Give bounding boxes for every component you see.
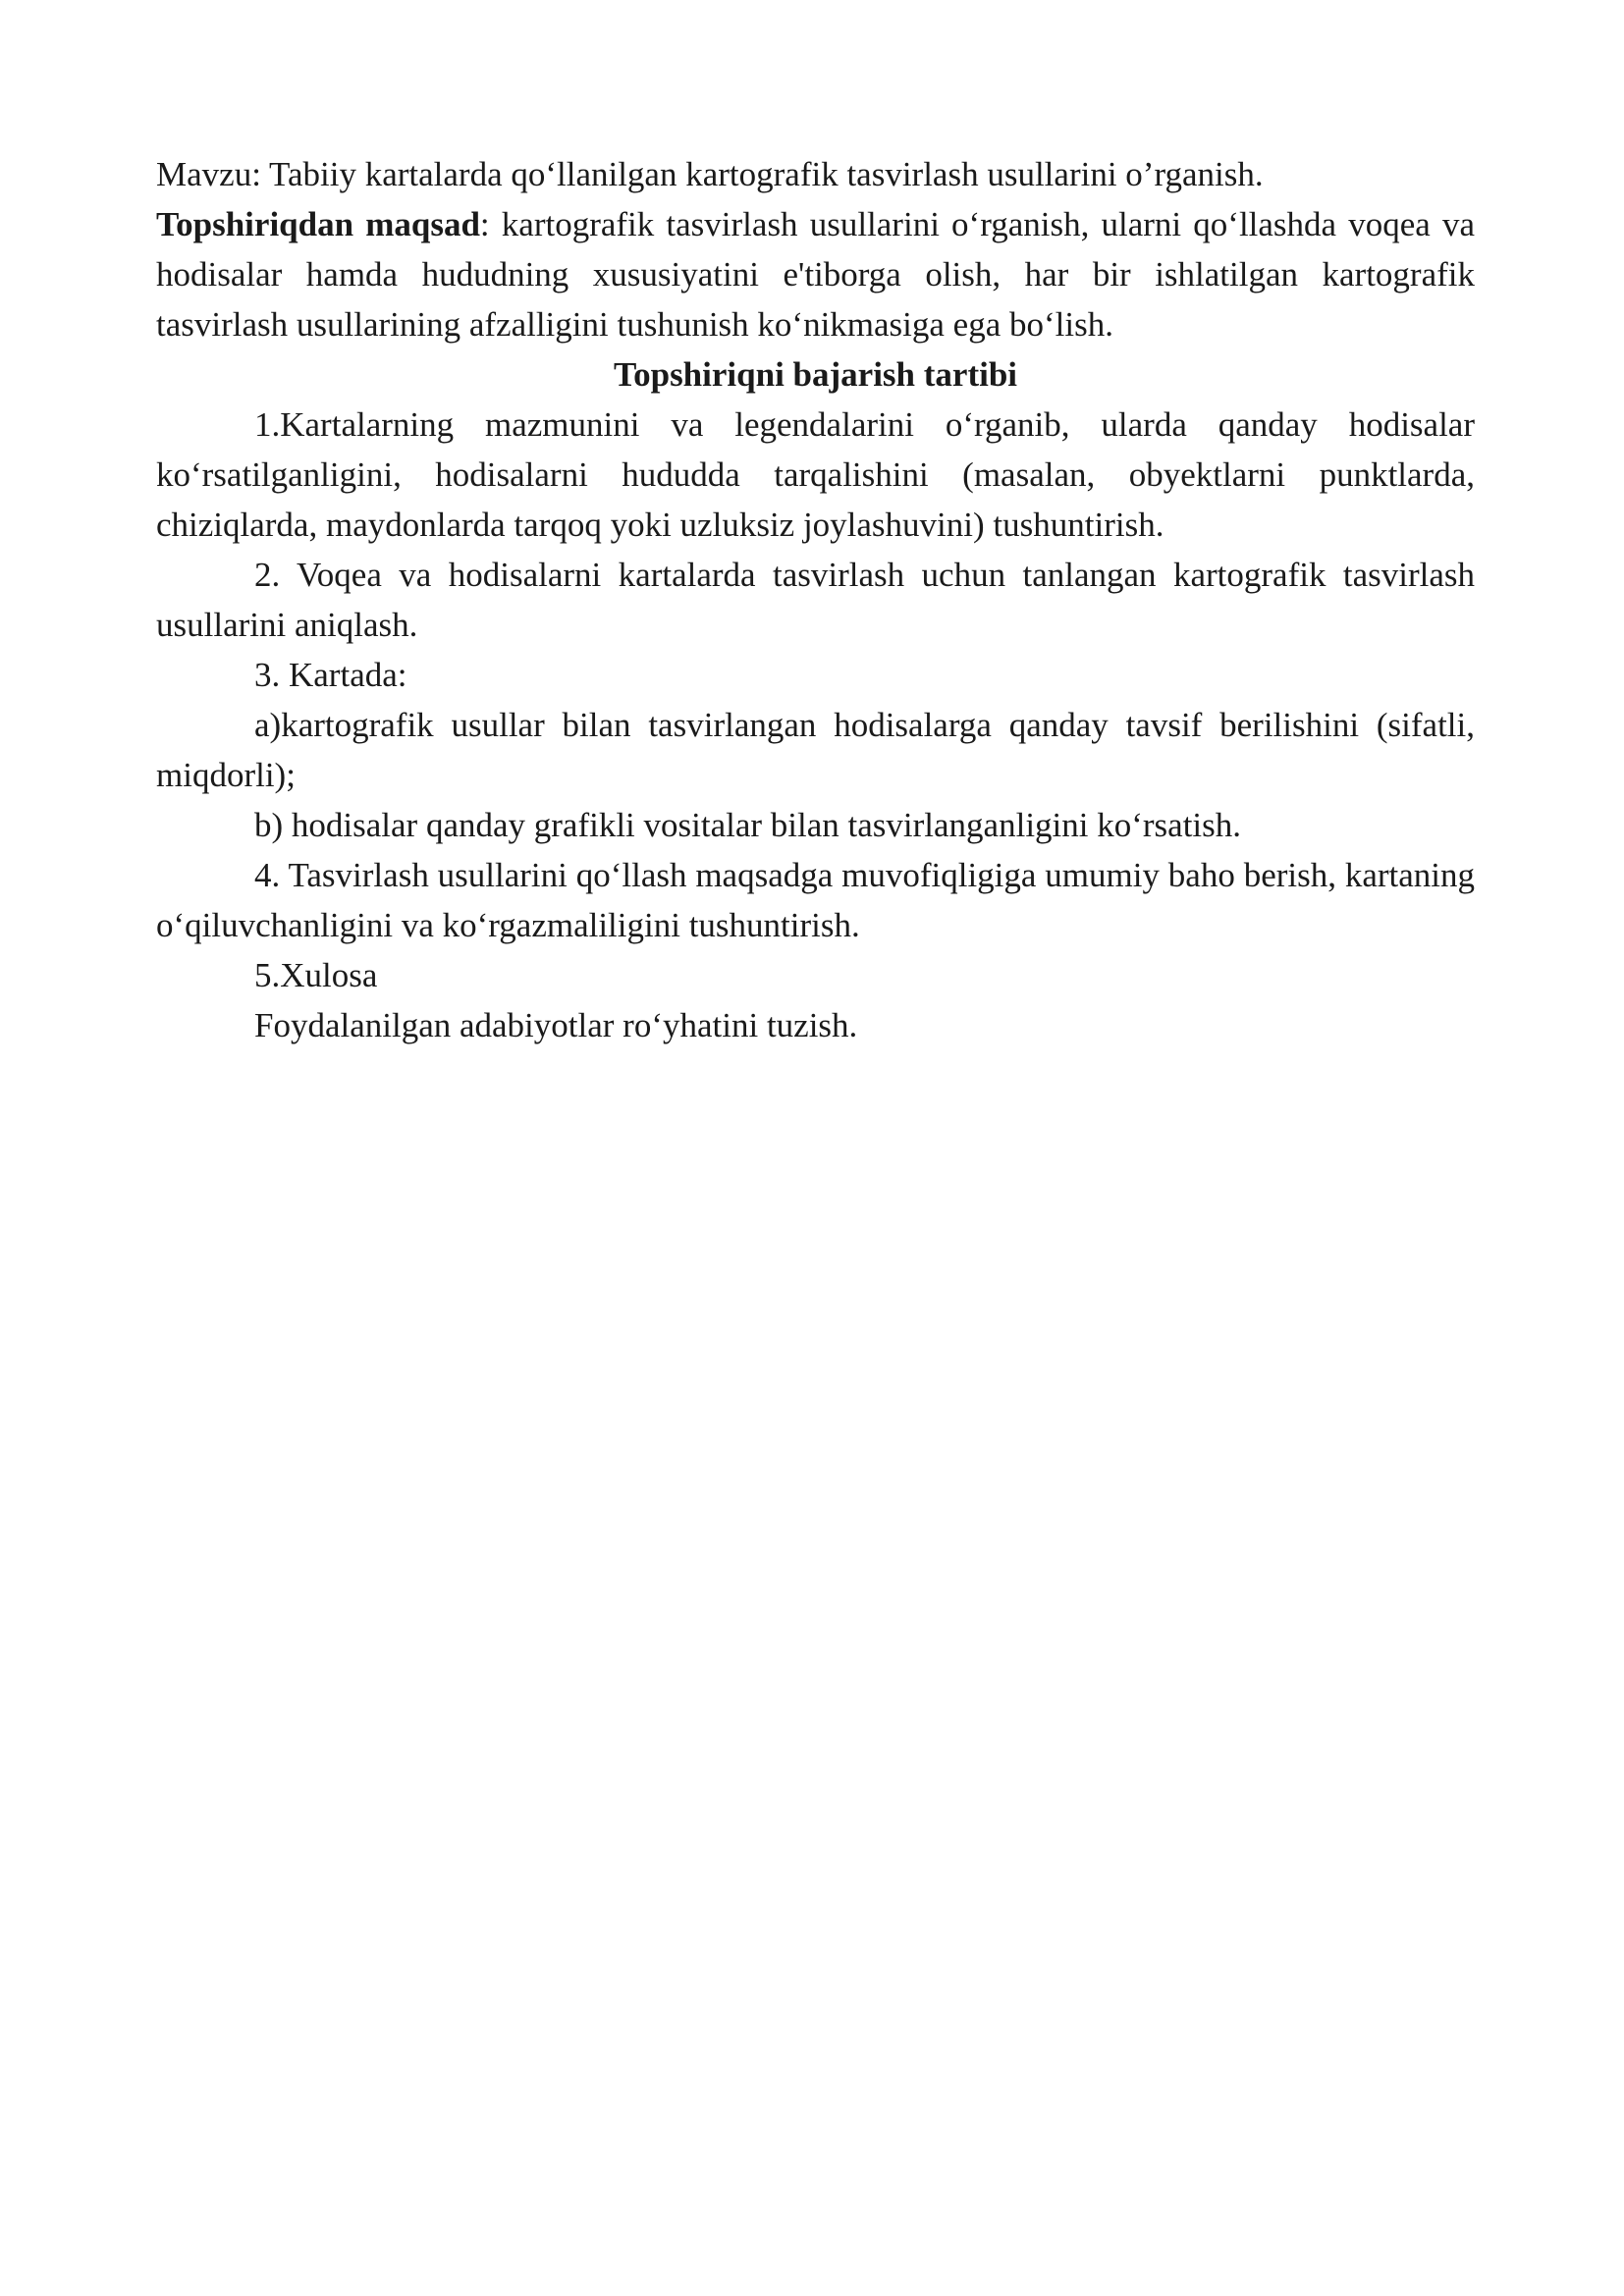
step-2: 2. Voqea va hodisalarni kartalarda tasvirlash uchun tanlangan kartografik tasvirlash usullarini aniqlash. xyxy=(156,556,1475,644)
references-line: Foydalanilgan adabiyotlar ro‘yhatini tuzish. xyxy=(254,1006,858,1044)
step-4: 4. Tasvirlash usullarini qo‘llash maqsadga muvofiqligiga umumiy baho berish, kartaning o‘qiluvchanligini va ko‘rgazmaliligini tushuntirish. xyxy=(156,856,1475,944)
step-3a: a)kartografik usullar bilan tasvirlangan hodisalarga qanday tavsif berilishini (sifatli, miqdorli); xyxy=(156,706,1475,794)
purpose-label: Topshiriqdan maqsad xyxy=(156,205,480,243)
step-5: 5.Xulosa xyxy=(254,956,378,994)
purpose-text: : kartografik tasvirlash usullarini o‘rganish, ularni qo‘llashda voqea va hodisalar hamda hududning xususiyatini e'tiborga olish, har bir ishlatilgan kartografik tasvirlash usullarining afzalligini tushunish ko‘nikmasiga ega bo‘lish. xyxy=(156,205,1475,344)
purpose-paragraph xyxy=(156,199,1475,349)
step-3b: b) hodisalar qanday grafikli vositalar bilan tasvirlanganligini ko‘rsatish. xyxy=(254,806,1242,844)
topic-line: Mavzu: Tabiiy kartalarda qo‘llanilgan kartografik tasvirlash usullarini o’rganish. xyxy=(156,155,1264,193)
document-page xyxy=(156,149,1475,1050)
step-3: 3. Kartada: xyxy=(254,656,407,694)
step-1: 1.Kartalarning mazmunini va legendalarini o‘rganib, ularda qanday hodisalar ko‘rsatilganligini, hodisalarni hududda tarqalishini (masalan, obyektlarni punktlarda, chiziqlarda, maydonlarda tarqoq yoki uzluksiz joylashuvini) tushuntirish. xyxy=(156,405,1475,544)
section-title: Topshiriqni bajarish tartibi xyxy=(613,355,1018,394)
